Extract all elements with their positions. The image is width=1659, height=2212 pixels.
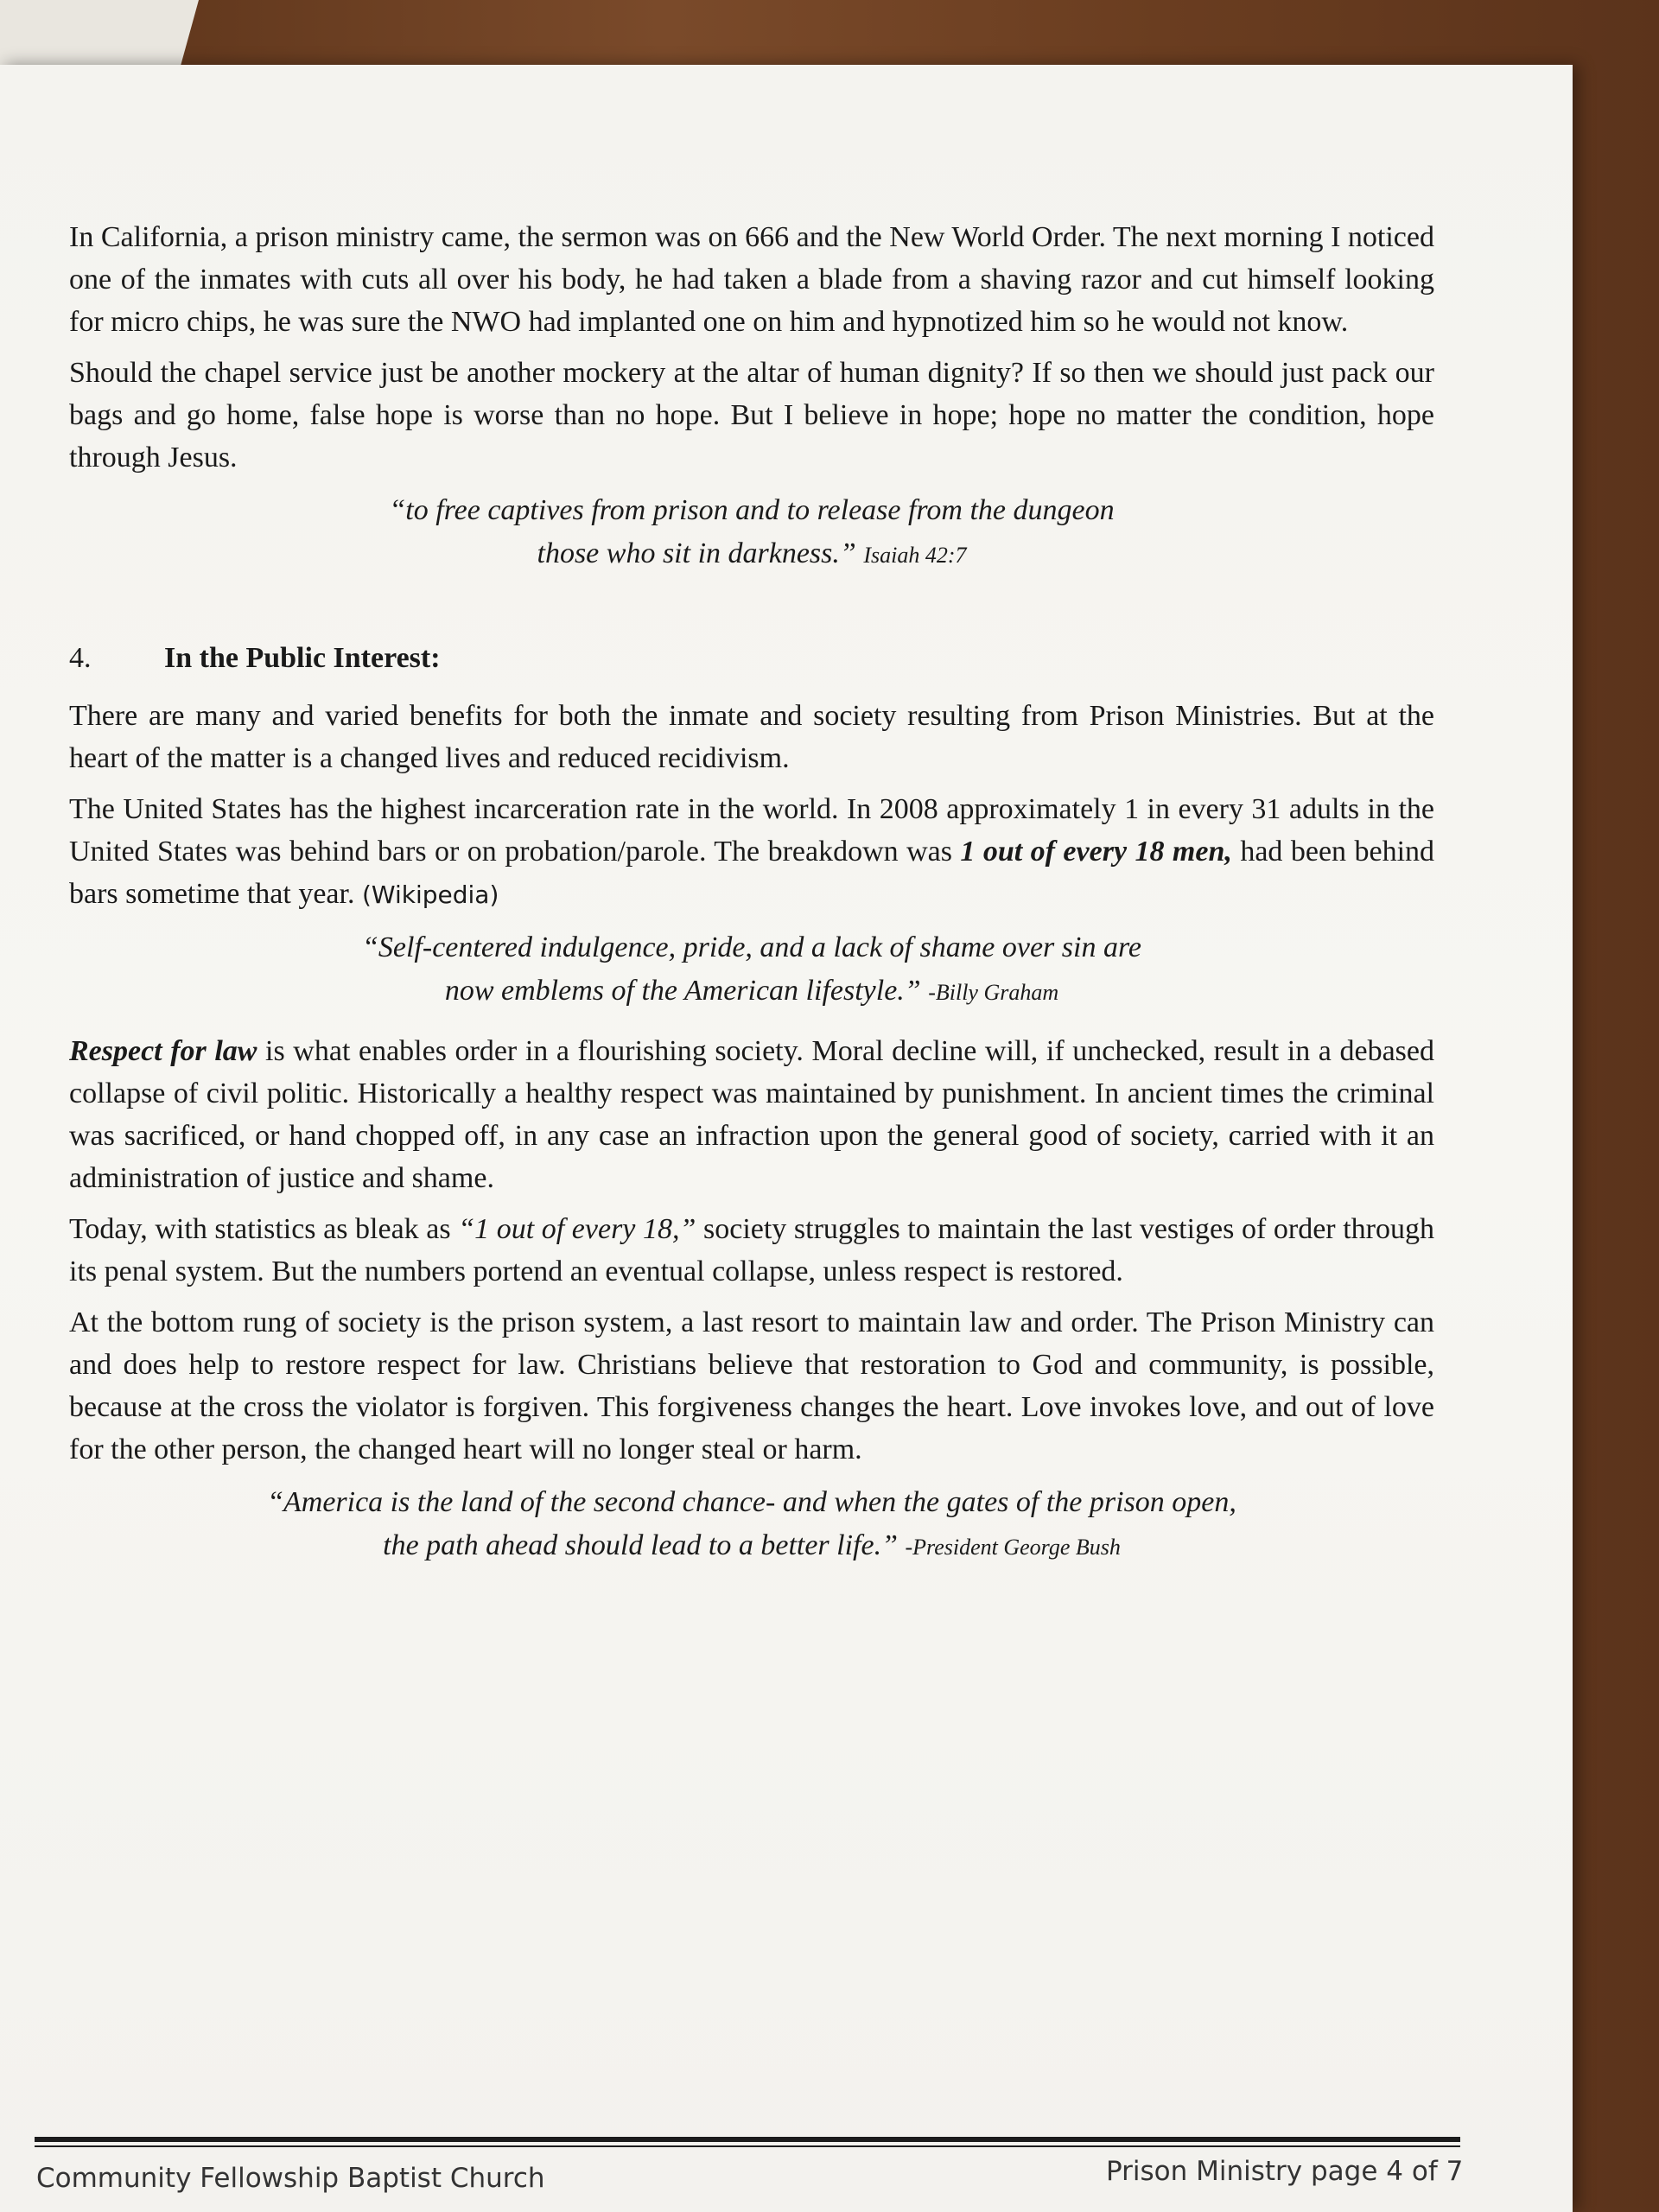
footer-rule	[35, 2137, 1460, 2142]
quote-bush-source: -President George Bush	[905, 1535, 1121, 1560]
quote-bush-line2: the path ahead should lead to a better life.”	[383, 1529, 899, 1561]
section-heading	[69, 638, 1434, 679]
quote-billy-graham	[69, 926, 1434, 1014]
quote-graham-line1: “Self-centered indulgence, pride, and a lack of shame over sin are	[361, 931, 1142, 963]
paragraph-benefits: There are many and varied benefits for both the inmate and society resulting from Prison Ministries. But at the heart of the matter is a changed lives and reduced recidivism.	[69, 700, 1434, 774]
quote-bush-line1: “America is the land of the second chance- and when the gates of the prison open,	[267, 1486, 1236, 1518]
rate-emphasis: 1 out of every 18 men,	[960, 836, 1232, 868]
quote-isaiah-source: Isaiah 42:7	[863, 543, 967, 568]
footer-church-name: Community Fellowship Baptist Church	[36, 2163, 545, 2194]
document-page	[0, 65, 1573, 2212]
today-emphasis: “1 out of every 18,”	[458, 1213, 696, 1245]
paragraph-respect-for-law	[69, 1030, 1434, 1199]
paragraph-chapel-service: Should the chapel service just be another mockery at the altar of human dignity? If so then we should just pack our bags and go home, false hope is worse than no hope. But I believe in hope; hope no matter the condition, hope through Jesus.	[69, 357, 1434, 474]
section-title: In the Public Interest:	[164, 642, 441, 674]
paragraph-incarceration-rate	[69, 788, 1434, 916]
quote-graham-line2: now emblems of the American lifestyle.”	[444, 975, 921, 1007]
quote-graham-source: -Billy Graham	[928, 980, 1059, 1005]
respect-text: is what enables order in a flourishing society. Moral decline will, if unchecked, result in a debased collapse of civil politic. Historically a healthy respect was maintained by punishment. In ancient times the criminal was sacrificed, or hand chopped off, in any case an infraction upon the general good of society, carried with it an administration of justice and shame.	[69, 1035, 1434, 1194]
rate-text-a: The United States has the highest incarceration rate in the world. In 2008 approximately 1 in every 31 adults in the United States was behind bars or on probation/parole. The breakdown was	[69, 793, 1434, 868]
paragraph-bottom-rung: At the bottom rung of society is the prison system, a last resort to maintain law and order. The Prison Ministry can and does help to restore respect for law. Christians believe that restoration to God and community, is possible, because at the cross the violator is forgiven. This forgiveness changes the heart. Love invokes love, and out of love for the other person, the changed heart will no longer steal or harm.	[69, 1306, 1434, 1465]
section-number: 4.	[69, 642, 92, 674]
quote-george-bush	[69, 1481, 1434, 1569]
paragraph-california: In California, a prison ministry came, the sermon was on 666 and the New World Order. The next morning I noticed one of the inmates with cuts all over his body, he had taken a blade from a shaving razor and cut himself looking for micro chips, he was sure the NWO had implanted one on him and hypnotized him so he would not know.	[69, 221, 1434, 338]
quote-isaiah-line1: “to free captives from prison and to release from the dungeon	[389, 494, 1115, 526]
today-text-b: society struggles to maintain the last vestiges of order through its penal system. But the numbers portend an eventual collapse, unless respect is restored.	[69, 1213, 1434, 1287]
rate-citation: (Wikipedia)	[361, 880, 499, 909]
footer-page-number: Prison Ministry page 4 of 7	[1106, 2156, 1464, 2187]
paragraph-today	[69, 1208, 1434, 1293]
footer-rule-thin	[35, 2145, 1460, 2147]
today-text-a: Today, with statistics as bleak as	[69, 1213, 459, 1245]
quote-isaiah	[69, 489, 1434, 577]
page-content	[69, 216, 1434, 1585]
rate-text-b: had been behind bars sometime that year.	[69, 836, 1435, 910]
respect-emphasis: Respect for law	[69, 1035, 257, 1067]
quote-isaiah-line2: those who sit in darkness.”	[537, 537, 856, 569]
